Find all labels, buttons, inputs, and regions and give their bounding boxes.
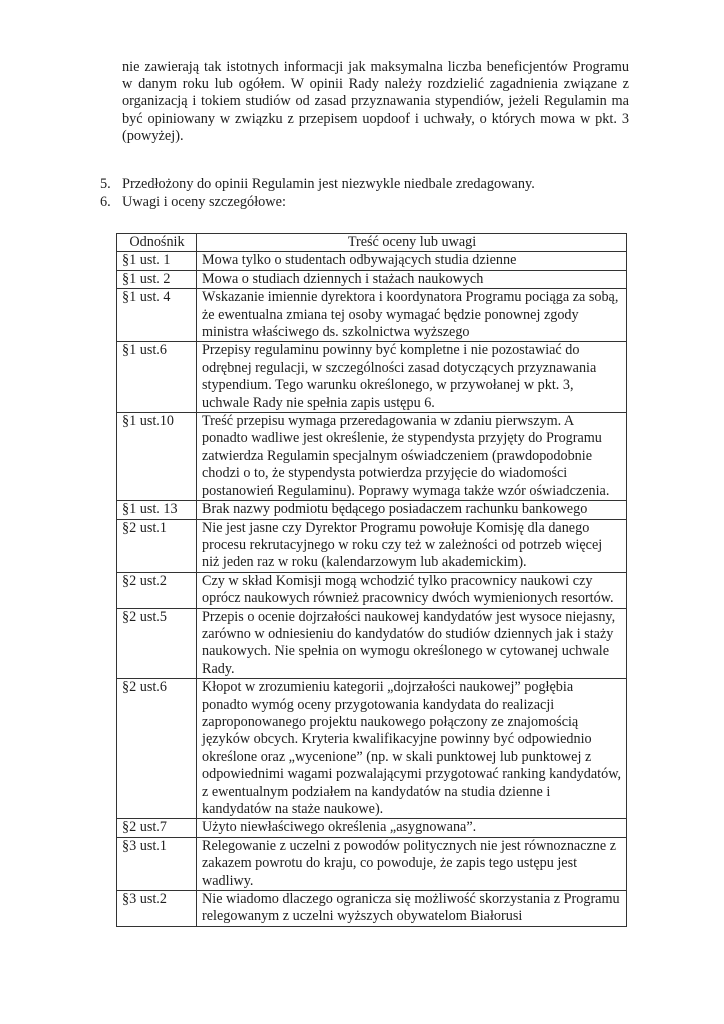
row-comment: Nie jest jasne czy Dyrektor Programu powołuje Komisję dla danego procesu rekrutacyjnego w roku czy też w zależności od potrzeb więcej niż jeden raz w roku (kalendarzowym lub akademickim). bbox=[197, 519, 627, 572]
numbered-list bbox=[100, 176, 630, 211]
list-number: 6. bbox=[100, 193, 111, 210]
table-row bbox=[117, 608, 627, 679]
row-reference: §1 ust. 13 bbox=[117, 501, 197, 519]
list-number: 5. bbox=[100, 176, 111, 192]
row-reference: §3 ust.2 bbox=[117, 891, 197, 927]
table-row bbox=[117, 819, 627, 837]
row-reference: §2 ust.5 bbox=[117, 608, 197, 679]
list-text: Uwagi i oceny szczegółowe: bbox=[122, 193, 286, 210]
table-row bbox=[117, 501, 627, 519]
table-row bbox=[117, 679, 627, 819]
intro-paragraph-block bbox=[122, 59, 629, 145]
list-item bbox=[100, 194, 630, 212]
table-row bbox=[117, 891, 627, 927]
row-reference: §3 ust.1 bbox=[117, 837, 197, 890]
table-row bbox=[117, 270, 627, 288]
header-reference: Odnośnik bbox=[117, 234, 197, 252]
row-comment: Nie wiadomo dlaczego ogranicza się możliwość skorzystania z Programu relegowanym z uczelni wyższych obywatelom Białorusi bbox=[197, 891, 627, 927]
row-comment: Czy w skład Komisji mogą wchodzić tylko pracownicy naukowi czy oprócz naukowych również pracownicy dwóch wymienionych resortów. bbox=[197, 572, 627, 608]
table-row bbox=[117, 837, 627, 890]
table-row bbox=[117, 572, 627, 608]
row-reference: §2 ust.1 bbox=[117, 519, 197, 572]
table-row bbox=[117, 252, 627, 270]
row-reference: §2 ust.6 bbox=[117, 679, 197, 819]
row-comment: Mowa tylko o studentach odbywających studia dzienne bbox=[197, 252, 627, 270]
evaluation-table bbox=[116, 233, 627, 927]
row-reference: §1 ust. 4 bbox=[117, 289, 197, 342]
row-reference: §1 ust.6 bbox=[117, 342, 197, 413]
row-comment: Mowa o studiach dziennych i stażach naukowych bbox=[197, 270, 627, 288]
row-reference: §1 ust. 2 bbox=[117, 270, 197, 288]
list-item bbox=[100, 176, 630, 194]
header-content: Treść oceny lub uwagi bbox=[197, 234, 627, 252]
row-comment: Wskazanie imiennie dyrektora i koordynatora Programu pociąga za sobą, że ewentualna zmiana tej osoby wymagać będzie ponownej zgody ministra właściwego ds. szkolnictwa wyższego bbox=[197, 289, 627, 342]
table-row bbox=[117, 342, 627, 413]
row-reference: §2 ust.2 bbox=[117, 572, 197, 608]
row-comment: Przepis o ocenie dojrzałości naukowej kandydatów jest wysoce niejasny, zarówno w odniesieniu do kandydatów do studiów dziennych jak i staży naukowych. Nie spełnia on wymogu określonego w cytowanej uchwale Rady. bbox=[197, 608, 627, 679]
table-header-row bbox=[117, 234, 627, 252]
intro-paragraph: nie zawierają tak istotnych informacji jak maksymalna liczba beneficjentów Programu w danym roku lub ogółem. W opinii Rady należy rozdzielić zagadnienia związane z organizacją i tokiem studiów od zasad przyznawania stypendiów, jeżeli Regulamin ma być opiniowany w związku z przepisem uopdoof i uchwały, o których mowa w pkt. 3 (powyżej). bbox=[122, 59, 629, 144]
row-reference: §2 ust.7 bbox=[117, 819, 197, 837]
table-row bbox=[117, 413, 627, 501]
table-row bbox=[117, 289, 627, 342]
list-text: Przedłożony do opinii Regulamin jest niezwykle niedbale zredagowany. bbox=[122, 176, 535, 192]
row-reference: §1 ust.10 bbox=[117, 413, 197, 501]
row-comment: Brak nazwy podmiotu będącego posiadaczem rachunku bankowego bbox=[197, 501, 627, 519]
row-comment: Przepisy regulaminu powinny być kompletne i nie pozostawiać do odrębnej regulacji, w szczególności zasad dotyczących przyznawania stypendium. Tego warunku określonego, w przywołanej w pkt. 3, uchwale Rady nie spełnia zapis ustępu 6. bbox=[197, 342, 627, 413]
row-reference: §1 ust. 1 bbox=[117, 252, 197, 270]
row-comment: Użyto niewłaściwego określenia „asygnowana”. bbox=[197, 819, 627, 837]
table-row bbox=[117, 519, 627, 572]
row-comment: Treść przepisu wymaga przeredagowania w zdaniu pierwszym. A ponadto wadliwe jest określenie, że stypendysta przyjęty do Programu zatwierdza Regulamin specjalnym oświadczeniem (prawdopodobnie chodzi o to, że stypendysta potwierdza przyjęcie do wiadomości postanowień Regulaminu). Poprawy wymaga także wzór oświadczenia. bbox=[197, 413, 627, 501]
row-comment: Kłopot w zrozumieniu kategorii „dojrzałości naukowej” pogłębia ponadto wymóg oceny przygotowania kandydata do realizacji zaproponowanego projektu naukowego połączony ze znajomością języków obcych. Kryteria kwalifikacyjne powinny być odpowiednio określone oraz „wycenione” (np. w skali punktowej lub punktowej z odpowiednimi wagami pozwalającymi przygotować ranking kandydatów, z ewentualnym podziałem na kandydatów na studia dzienne i kandydatów na staże naukowe). bbox=[197, 679, 627, 819]
row-comment: Relegowanie z uczelni z powodów politycznych nie jest równoznaczne z zakazem powrotu do kraju, co powoduje, że zapis tego ustępu jest wadliwy. bbox=[197, 837, 627, 890]
